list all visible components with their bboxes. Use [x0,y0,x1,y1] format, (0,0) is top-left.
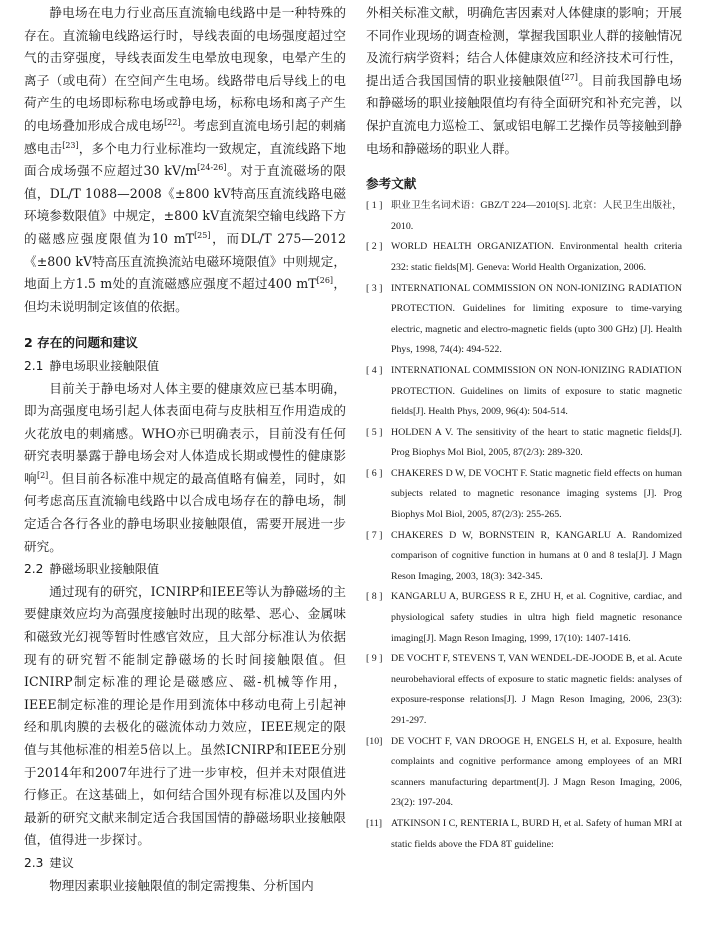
reference-text: INTERNATIONAL COMMISSION ON NON-IONIZING RADIATION PROTECTION. Guidelines for limiting exposure to time-varying electric, magnetic and electro-magnetic fields (upto 300 GHz) [J]. Health Phys, 1998, 74(4): 494-522. [391,282,682,356]
reference-number: [11] [366,817,383,829]
citation: [27] [561,72,578,82]
references-heading: 参考文献 [366,176,417,192]
subsection-title: 静磁场职业接触限值 [49,562,160,577]
citation: [26] [316,275,334,285]
reference-number: [ 4 ] [366,364,383,376]
reference-text: DE VOCHT F, VAN DROOGE H, ENGELS H, et al. Exposure, health complaints and cognitive performance among employees of an MRI scanners manufacturing department[J]. J Magn Reson Imaging, 2006, 23(2): 197-204. [391,735,682,809]
reference-text: CHAKERES D W, BORNSTEIN R, KANGARLU A. Randomized comparison of cognitive function in humans at 0 and 8 tesla[J]. J Magn Reson Imaging, 2003, 18(3): 342-345. [391,529,682,582]
reference-item [366,732,682,814]
subsection-title: 静电场职业接触限值 [49,358,160,373]
paragraph-static-magnetic-limits: 通过现有的研究，ICNIRP和IEEE等认为静磁场的主要健康效应均为高强度接触时出现的眩晕、恶心、金属味和磁致光幻视等暂时性感官效应，且大部分标准认为依据现有的研究暂不能制定静磁场的长时间接触限值。但ICNIRP制定标准的理论是磁感应、磁-机械等作用，IEEE制定标准的理论是作用到流体中移动电荷上引起神经和肌肉膜的去极化的磁流体动力效应，IEEE规定的限值与其他标准的相差5倍以上。虽然ICNIRP和IEEE分别于2014年和2007年进行了进一步审校，但并未对限值进行修正。在这基础上，如何结合国外现有标准以及国内外最新的研究文献来制定适合我国国情的静磁场职业接触限值，值得进一步探讨。 [24,583,346,848]
reference-item [366,526,682,588]
subsection-2-2-heading [24,558,346,581]
paragraph-recommendation-continued: 外相关标准文献，明确危害因素对人体健康的影响；开展不同作业现场的调查检测，掌握我国职业人群的接触情况及流行病学资料；结合人体健康效应和经济技术可行性，提出适合我国国情的职业接触限值[27]。目前我国静电场和静磁场的职业接触限值均有待全面研究和补充完善，以保护直流电力巡检工、氯或铝电解工艺操作员等接触到静电场和静磁场的职业人群。 [366,5,683,156]
subsection-number: 2.3 [24,855,44,870]
subsection-title: 建议 [49,855,74,870]
reference-number: [ 8 ] [366,591,383,603]
paragraph-electrostatic-intro: 静电场在电力行业高压直流输电线路中是一种特殊的存在。直流输电线路运行时，导线表面的电场强度超过空气的击穿强度，导线表面发生电晕放电现象，电晕产生的离子（或电荷）在空间产生电场。线路带电后导线上的电荷产生的电场即标称电场或静电场，标称电场和离子产生的电场叠加形成合成电场[22]。考虑到直流电场引起的刺痛感电击[23]，多个电力行业标准均一致规定，直流线路下地面合成场强不应超过30 kV/m[24-26]。对于直流磁场的限值，DL/T 1088—2008《±800 kV特高压直流线路电磁环境参数限值》中规定，±800 kV直流架空输电线路下方的磁感应强度限值为10 mT[25]，而DL/T 275—2012《±800 kV特高压直流换流站电磁环境限值》中则规定，地面上方1.5 m处的直流磁感应强度不超过400 mT[26]，但均未说明制定该值的依据。 [24,5,347,314]
subsection-2-1-heading [24,355,346,378]
reference-text: DE VOCHT F, STEVENS T, VAN WENDEL-DE-JOODE B, et al. Acute neurobehavioral effects of exposure to static magnetic fields: analyses of exposure-response relations[J]. J Magn Reson Imaging, 2006, 23(3): 291-297. [391,653,682,726]
subsection-number: 2.1 [24,358,44,373]
reference-number: [ 9 ] [366,653,383,665]
reference-text: ATKINSON I C, RENTERIA L, BURD H, et al. Safety of human MRI at static fields above the FDA 8T guideline: [391,817,682,850]
reference-item [366,814,682,855]
references-list [366,196,682,855]
reference-text: KANGARLU A, BURGESS R E, ZHU H, et al. Cognitive, cardiac, and physiological safety studies in ultra high field magnetic resonance imaging[J]. Magn Reson Imaging, 1999, 17(10): 1407-1416. [391,591,682,644]
reference-text: INTERNATIONAL COMMISSION ON NON-IONIZING RADIATION PROTECTION. Guidelines on limits of exposure to static magnetic fields[J]. Health Phys, 2009, 96(4): 504-514. [391,364,682,418]
reference-text: CHAKERES D W, DE VOCHT F. Static magnetic field effects on human subjects related to magnetic resonance imaging systems [J]. Prog Biophys Mol Biol, 2005, 87(2/3): 255-265. [391,467,682,521]
reference-item [366,423,682,464]
left-column [24,2,346,897]
citation: [24-26] [197,162,227,172]
reference-item [366,587,682,649]
reference-text: 职业卫生名词术语：GBZ/T 224—2010[S]. 北京：人民卫生出版社，2010. [391,200,682,232]
right-column [366,2,682,855]
reference-number: [ 5 ] [366,426,383,438]
reference-item [366,237,682,278]
reference-number: [ 3 ] [366,282,383,294]
subsection-2-3-heading [24,852,346,875]
citation: [22] [164,117,181,127]
reference-item [366,464,682,526]
reference-item [366,279,682,361]
reference-text: WORLD HEALTH ORGANIZATION. Environmental health criteria 232: static fields[M]. Geneva: World Health Organization, 2006. [391,241,682,273]
subsection-number: 2.2 [24,562,44,577]
reference-item [366,649,682,731]
citation: [25] [194,230,211,240]
reference-number: [10] [366,735,383,747]
reference-number: [ 2 ] [366,241,383,253]
reference-number: [ 7 ] [366,529,383,541]
reference-item [366,196,682,237]
reference-number: [ 6 ] [366,467,383,479]
reference-number: [ 1 ] [366,200,383,212]
citation: [2] [36,470,49,480]
section-2-heading: 2 存在的问题和建议 [24,335,138,351]
citation: [23] [62,140,79,150]
paragraph-electrostatic-limits: 目前关于静电场对人体主要的健康效应已基本明确，即为高强度电场引起人体表面电荷与皮肤相互作用造成的火花放电的刺痛感。WHO亦已明确表示，目前没有任何研究表明暴露于静电场会对人体造成长期或慢性的健康影响[2]。但目前各标准中规定的最高值略有偏差，同时，如何考虑高压直流输电线路中以合成电场存在的静电场，制定适合各行各业的静电场职业接触限值，需要开展进一步研究。 [24,380,347,554]
reference-text: HOLDEN A V. The sensitivity of the heart to static magnetic fields[J]. Prog Biophys Mol Biol, 2005, 87(2/3): 289-320. [391,426,682,459]
reference-item [366,361,682,423]
paragraph-recommendation-start: 物理因素职业接触限值的制定需搜集、分析国内 [49,877,314,893]
